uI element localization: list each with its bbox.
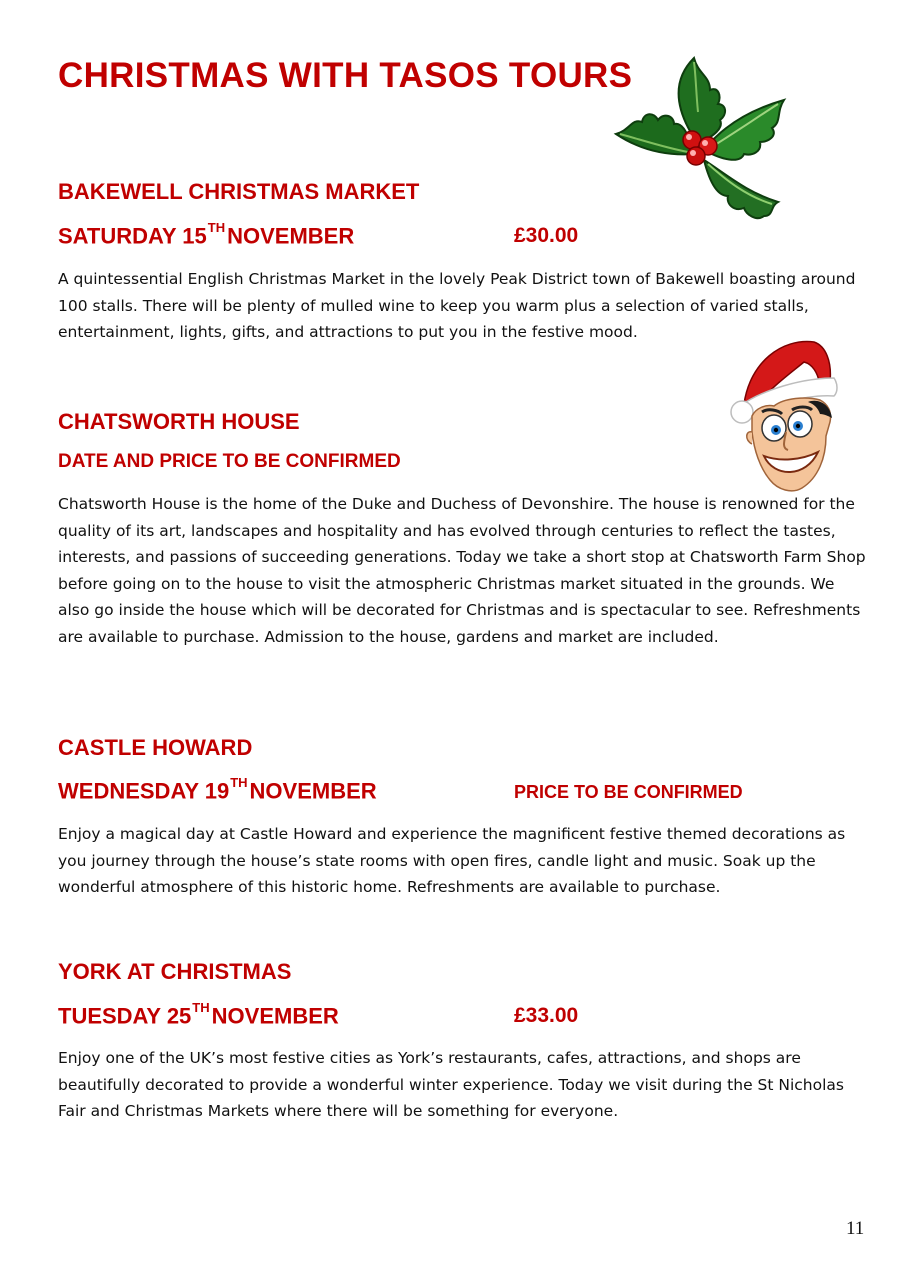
tour-date [58, 220, 355, 249]
tour-name: YORK AT CHRISTMAS [58, 959, 292, 984]
tour-description: Chatsworth House is the home of the Duke and Duchess of Devonshire. The house is renowned for the quality of its art, landscapes and hospitality and has evolved through centuries to reflect the tastes, interests, and passions of succeeding generations. Today we take a short stop at Chatsworth Farm Shop before going on to the house to visit the atmospheric Christmas market situated in the grounds. We also go inside the house which will be decorated for Christmas and is spectacular to see. Refreshments are available to purchase. Admission to the house, gardens and market are included. [58, 495, 866, 646]
page-title: CHRISTMAS WITH TASOS TOURS [58, 56, 633, 95]
tour-subtitle: DATE AND PRICE TO BE CONFIRMED [58, 451, 401, 472]
tour-price: £30.00 [514, 224, 579, 247]
tour-price: £33.00 [514, 1004, 579, 1027]
tour-date-day: WEDNESDAY 19 [58, 778, 230, 804]
tour-date [58, 775, 377, 804]
tour-date-suffix: TH [230, 775, 248, 790]
tour-date [58, 1000, 339, 1029]
page-number: 11 [846, 1218, 865, 1239]
tour-date-month: NOVEMBER [227, 223, 355, 249]
tour-date-month: NOVEMBER [211, 1003, 339, 1029]
tour-date-suffix: TH [192, 1000, 210, 1015]
tour-date-suffix: TH [207, 220, 226, 235]
tour-date-day: SATURDAY 15 [58, 223, 207, 249]
tour-description: A quintessential English Christmas Market in the lovely Peak District town of Bakewell boasting around 100 stalls. There will be plenty of mulled wine to keep you warm plus a selection of varied stalls, entertainment, lights, gifts, and attractions to put you in the festive mood. [58, 270, 856, 341]
tour-description: Enjoy one of the UK’s most festive cities as York’s restaurants, cafes, attractions, and shops are beautifully decorated to provide a wonderful winter experience. Today we visit during the St Nicholas Fair and Christmas Markets where there will be something for everyone. [58, 1049, 844, 1120]
tour-name: CASTLE HOWARD [58, 735, 253, 760]
santa-hat-cartoon-face-icon [722, 332, 842, 494]
tour-name: BAKEWELL CHRISTMAS MARKET [58, 179, 420, 204]
holly-icon [606, 52, 796, 222]
tour-price: PRICE TO BE CONFIRMED [514, 782, 743, 802]
tour-description: Enjoy a magical day at Castle Howard and experience the magnificent festive themed decorations as you journey through the house’s state rooms with open fires, candle light and music. Soak up the wonderful atmosphere of this historic home. Refreshments are available to purchase. [58, 825, 846, 896]
tour-date-day: TUESDAY 25 [58, 1003, 192, 1029]
tour-date-month: NOVEMBER [249, 778, 377, 804]
tour-name: CHATSWORTH HOUSE [58, 409, 300, 434]
